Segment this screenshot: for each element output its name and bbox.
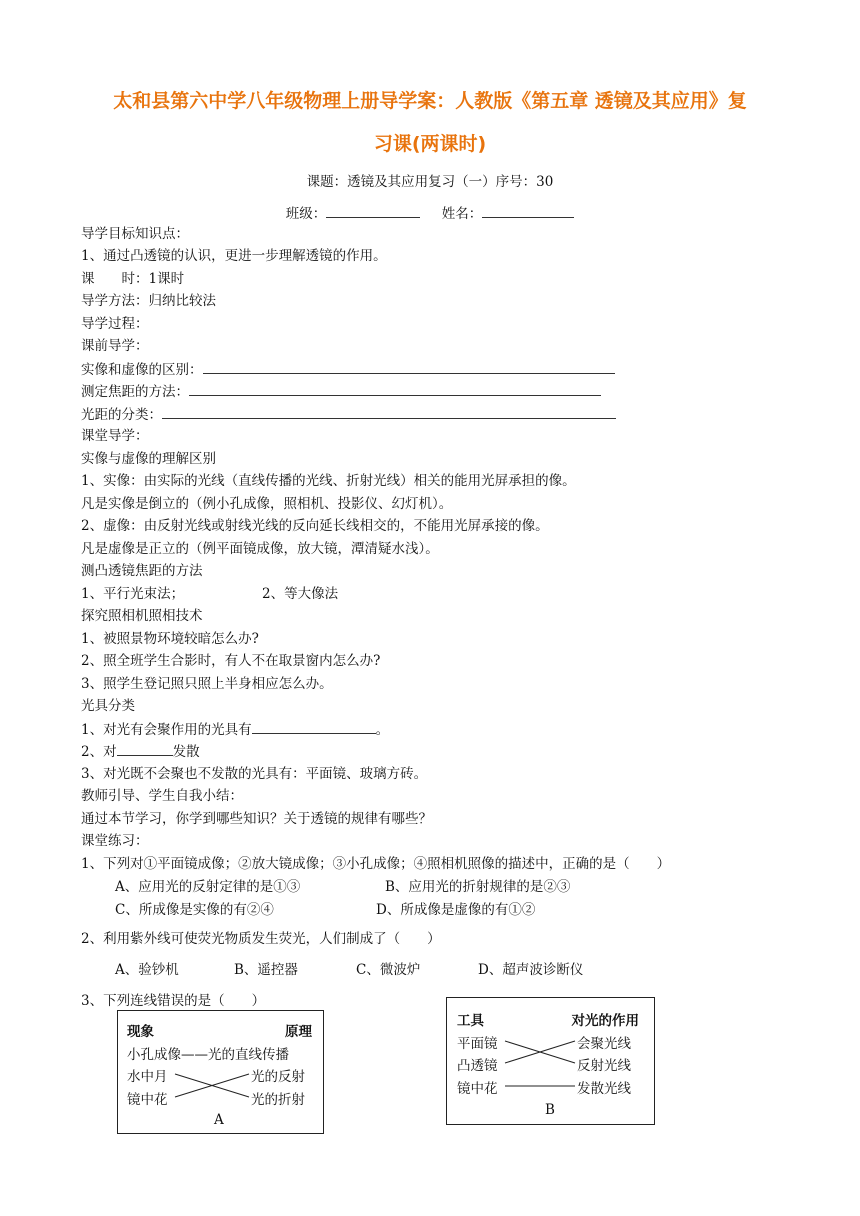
optics-item-3: 3、对光既不会聚也不发散的光具有：平面镜、玻璃方砖。	[81, 766, 428, 782]
diagram-b-row-3-left: 镜中花	[457, 1081, 498, 1097]
goal-heading: 导学目标知识点：	[81, 226, 189, 242]
question-label: 光距的分类：	[81, 407, 162, 423]
answer-blank	[189, 381, 601, 396]
q2-option-b: B、遥控器	[234, 962, 298, 978]
pre-class-guide: 课前导学：	[81, 338, 149, 354]
camera-question-3: 3、照学生登记照只照上半身相应怎么办。	[81, 676, 333, 692]
diagram-b-row-1-left: 平面镜	[457, 1036, 498, 1052]
q2-option-a: A、验钞机	[115, 962, 179, 978]
question-focal-length	[81, 381, 601, 402]
answer-blank	[162, 404, 616, 419]
class-blank	[326, 203, 420, 218]
focal-method-1: 1、平行光束法；	[81, 586, 185, 602]
q1-option-c: C、所成像是实像的有②④	[115, 902, 274, 918]
q1-option-a: A、应用光的反射定律的是①③	[115, 879, 301, 895]
q2-option-c: C、微波炉	[356, 962, 421, 978]
diagram-b-row-3-right: 发散光线	[577, 1081, 631, 1097]
practice-question-1: 1、下列对①平面镜成像；②放大镜成像；③小孔成像；④照相机照像的描述中，正确的是（ ）	[81, 856, 671, 872]
q1-option-d: D、所成像是虚像的有①②	[376, 902, 536, 918]
answer-blank	[117, 741, 173, 756]
diagram-b-row-2-right: 反射光线	[577, 1058, 631, 1074]
q1-option-b: B、应用光的折射规律的是②③	[385, 879, 571, 895]
summary-heading: 教师引导、学生自我小结：	[81, 788, 243, 804]
diagram-a-right-head: 原理	[285, 1024, 312, 1040]
diagram-a-row-3-right: 光的折射	[251, 1092, 305, 1108]
answer-blank	[252, 719, 376, 734]
virtual-image-note: 凡是虚像是正立的（例平面镜成像，放大镜，潭清疑水浅）。	[81, 541, 439, 557]
camera-question-1: 1、被照景物环境较暗怎么办?	[81, 631, 259, 647]
name-label: 姓名：	[441, 206, 483, 222]
diagram-a-label: A	[214, 1112, 224, 1128]
optics-item-1	[81, 719, 389, 740]
camera-heading: 探究照相机照相技术	[81, 608, 203, 624]
optics-text: 2、对	[81, 744, 117, 760]
optics-text: 。	[375, 722, 390, 738]
title-line-2: 习课(两课时)	[373, 133, 487, 155]
guide-process: 导学过程：	[81, 316, 149, 332]
virtual-image-def: 2、虚像：由反射光线或射线光线的反向延长线相交的，不能用光屏承接的像。	[81, 518, 549, 534]
optics-text: 1、对光有会聚作用的光具有	[81, 722, 252, 738]
practice-question-3: 3、下列连线错误的是（ ）	[81, 993, 266, 1009]
question-lens-types	[81, 404, 616, 425]
question-real-virtual	[81, 359, 615, 380]
goal-item-1: 1、通过凸透镜的认识，更进一步理解透镜的作用。	[81, 248, 387, 264]
summary-text: 通过本节学习，你学到哪些知识？关于透镜的规律有哪些？	[81, 811, 432, 827]
diagram-b-right-head: 对光的作用	[571, 1013, 639, 1029]
diagram-b-left-head: 工具	[457, 1013, 484, 1029]
class-hours: 课 时：1课时	[81, 271, 185, 287]
question-label: 测定焦距的方法：	[81, 384, 189, 400]
diagram-a-row-2-left: 水中月	[127, 1069, 168, 1085]
class-label: 班级：	[285, 206, 327, 222]
answer-blank	[203, 359, 615, 374]
optics-heading: 光具分类	[81, 698, 135, 714]
question-label: 实像和虚像的区别：	[81, 362, 203, 378]
diagram-a-box	[117, 1010, 324, 1134]
diagram-a-row-1: 小孔成像——光的直线传播	[127, 1047, 289, 1063]
camera-question-2: 2、照全班学生合影时，有人不在取景窗内怎么办?	[81, 653, 381, 669]
diagram-b-box	[446, 997, 655, 1125]
q2-option-d: D、超声波诊断仪	[478, 962, 584, 978]
in-class-guide: 课堂导学：	[81, 428, 149, 444]
class-name-row	[0, 202, 860, 222]
real-image-def: 1、实像：由实际的光线（直线传播的光线、折射光线）相关的能用光屏承担的像。	[81, 473, 576, 489]
guide-method: 导学方法：归纳比较法	[81, 293, 216, 309]
focal-method-2: 2、等大像法	[262, 586, 339, 602]
subtitle: 课题：透镜及其应用复习（一）序号：30	[306, 174, 554, 190]
focal-method-heading: 测凸透镜焦距的方法	[81, 563, 203, 579]
real-virtual-heading: 实像与虚像的理解区别	[81, 451, 216, 467]
optics-item-2	[81, 741, 200, 762]
optics-text: 发散	[172, 744, 200, 760]
diagram-b-row-2-left: 凸透镜	[457, 1058, 498, 1074]
practice-question-2: 2、利用紫外线可使荧光物质发生荧光，人们制成了（ ）	[81, 931, 441, 947]
practice-heading: 课堂练习：	[81, 833, 149, 849]
real-image-note: 凡是实像是倒立的（例小孔成像，照相机、投影仪、幻灯机）。	[81, 496, 453, 512]
diagram-a-row-3-left: 镜中花	[127, 1092, 168, 1108]
title-line-1: 太和县第六中学八年级物理上册导学案：人教版《第五章 透镜及其应用》复	[113, 90, 747, 112]
diagram-a-row-2-right: 光的反射	[251, 1069, 305, 1085]
diagram-b-label: B	[545, 1102, 555, 1118]
name-blank	[482, 203, 574, 218]
diagram-b-row-1-right: 会聚光线	[577, 1036, 631, 1052]
diagram-a-left-head: 现象	[127, 1024, 154, 1040]
